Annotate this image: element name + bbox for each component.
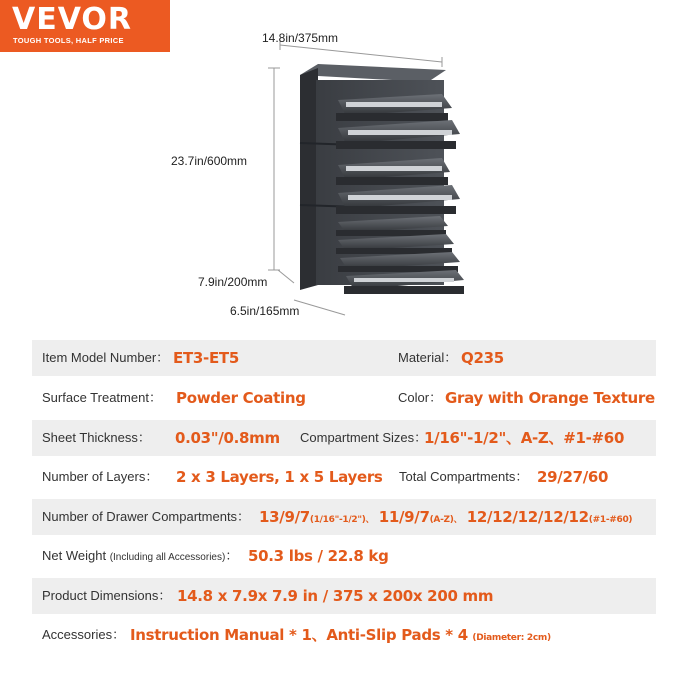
depth-outer-label: 7.9in/200mm	[198, 275, 268, 289]
weight-label-colon: ：	[225, 548, 239, 563]
material-value: Q235	[461, 349, 504, 367]
height-label: 23.7in/600mm	[171, 154, 248, 168]
weight-label: Net Weight	[42, 548, 107, 563]
dimensions-value: 14.8 x 7.9x 7.9 in / 375 x 200x 200 mm	[177, 587, 494, 605]
model-label: Item Model Number：	[42, 350, 170, 365]
model-value: ET3-ET5	[173, 349, 239, 367]
depth-inner-label: 6.5in/165mm	[230, 304, 300, 318]
material-label: Material：	[398, 350, 458, 365]
layers-label: Number of Layers：	[42, 469, 159, 484]
spec-row-accessories	[32, 617, 656, 653]
weight-label-note: (Including all Accessories)	[109, 552, 226, 563]
drawer-compartments-note-3: (#1-#60)	[588, 515, 633, 525]
spec-row-surface-color	[32, 380, 656, 416]
weight-label-group	[42, 538, 238, 574]
width-label: 14.8in/375mm	[262, 31, 339, 45]
layers-value: 2 x 3 Layers, 1 x 5 Layers	[176, 468, 383, 486]
spec-row-layers-total	[32, 459, 656, 495]
drawer-compartments-values	[259, 499, 632, 535]
compartment-sizes-label: Compartment Sizes：	[300, 430, 428, 445]
weight-value: 50.3 lbs / 22.8 kg	[248, 547, 389, 565]
accessories-label: Accessories：	[42, 627, 126, 642]
drawer-compartments-note-2: (A-Z)、	[429, 515, 463, 525]
spec-row-drawer-compartments	[32, 499, 656, 535]
spec-row-thickness-compartments	[32, 420, 656, 456]
drawer-compartments-value-2: 11/9/7	[378, 508, 430, 526]
height-dimension-line	[268, 68, 280, 270]
color-value: Gray with Orange Texture	[445, 389, 655, 407]
spec-row-model-material	[32, 340, 656, 376]
drawer-compartments-value-1: 13/9/7	[259, 508, 310, 526]
surface-label: Surface Treatment：	[42, 390, 162, 405]
accessories-value: Instruction Manual * 1、Anti-Slip Pads * 4	[130, 626, 468, 644]
surface-value: Powder Coating	[176, 389, 306, 407]
thickness-label: Sheet Thickness：	[42, 430, 151, 445]
color-label: Color：	[398, 390, 443, 405]
total-compartments-label: Total Compartments：	[399, 469, 529, 484]
drawer-compartments-note-1: (1/16"-1/2")、	[309, 515, 375, 525]
product-illustration	[0, 0, 679, 330]
drawer-compartments-label: Number of Drawer Compartments：	[42, 509, 251, 524]
spec-row-dimensions	[32, 578, 656, 614]
drawer-compartments-value-3: 12/12/12/12/12	[466, 508, 589, 526]
compartment-sizes-value: 1/16"-1/2"、A-Z、#1-#60	[424, 429, 625, 447]
spec-row-weight	[32, 538, 656, 574]
accessories-note: (Diameter: 2cm)	[472, 633, 551, 643]
total-compartments-value: 29/27/60	[537, 468, 609, 486]
accessories-value-group	[130, 617, 551, 653]
brand-name: VEVOR	[12, 2, 133, 37]
dimensions-label: Product Dimensions：	[42, 588, 172, 603]
brand-tagline: TOUGH TOOLS, HALF PRICE	[13, 36, 124, 45]
thickness-value: 0.03"/0.8mm	[175, 429, 280, 447]
